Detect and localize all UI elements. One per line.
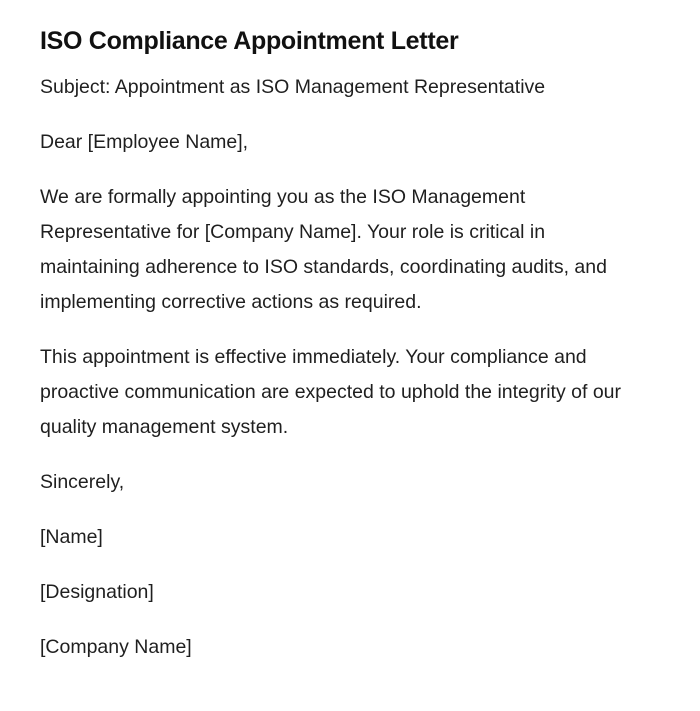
signature-designation: [Designation]: [40, 581, 154, 603]
letter-body-paragraph-1: We are formally appointing you as the ISO Management Representative for [Company Name]. Your role is critical in maintaining adherence to ISO standards, coordinating audits, and implementing corrective actions as required.: [40, 186, 607, 313]
signature-name: [Name]: [40, 526, 103, 548]
letter-subject: Subject: Appointment as ISO Management Representative: [40, 76, 546, 98]
letter-title: ISO Compliance Appointment Letter: [40, 27, 459, 55]
letter-closing: Sincerely,: [40, 471, 125, 493]
letter: [40, 24, 640, 665]
signature-company: [Company Name]: [40, 636, 192, 658]
letter-body-paragraph-2: This appointment is effective immediately. Your compliance and proactive communication are expected to uphold the integrity of our quality management system.: [40, 346, 622, 438]
letter-greeting: Dear [Employee Name],: [40, 131, 249, 153]
